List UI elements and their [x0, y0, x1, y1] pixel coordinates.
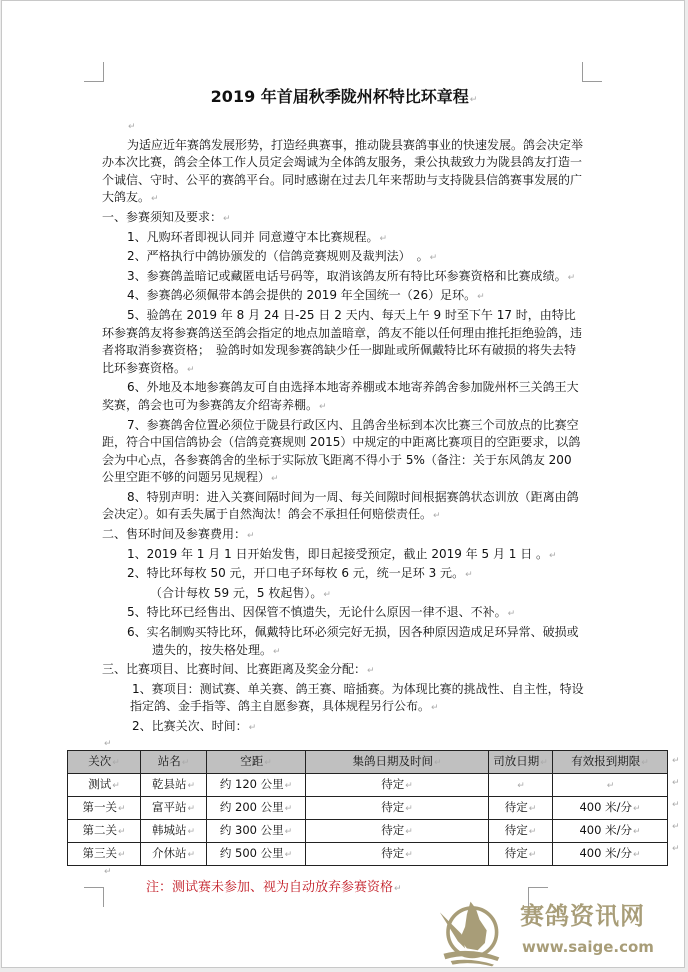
list-item: 1、2019 年 1 月 1 日开始发售，即日起接受预定，截止 2019 年 5 月 1 日 。↵: [127, 546, 557, 561]
paragraph-mark-icon: ↵: [429, 253, 438, 264]
table-row: [68, 842, 668, 865]
schedule-table-block: [67, 738, 687, 866]
list-item: 2、严格执行中鸽协颁发的（信鸽竞赛规则及裁判法） 。↵: [127, 249, 438, 264]
table-cell: 待定↵: [489, 842, 553, 865]
paragraph-mark-icon: ↵: [248, 723, 257, 733]
table-cell: 约 200 公里↵: [207, 796, 306, 819]
paragraph-mark-icon: ↵: [128, 122, 136, 132]
list-item: 3、参赛鸽盖暗记或藏匿电话号码等，取消该鸽友所有特比环参赛资格和比赛成绩。↵: [127, 268, 576, 283]
table-row: [68, 796, 668, 819]
row-end-mark-icon: ↵: [672, 777, 680, 788]
watermark-name: 赛鸽资讯网: [520, 902, 645, 930]
intro-paragraph: 为适应近年赛鸽发展形势，打造经典赛事，推动陇县赛鸽事业的快速发展。鸽会决定举办本次比赛，鸽会全体工作人员定会竭诚为全体鸽友服务，秉公执裁致力为陇县鸽友打造一个诚信、守时、公平的赛鸽平台。同时感谢在过去几年来帮助与支持陇县信鸽赛事发展的广大鸽友。↵: [102, 137, 584, 205]
table-cell: 第一关↵: [68, 796, 141, 819]
table-cell: 400 米/分↵: [553, 819, 668, 842]
paragraph-mark-icon: ↵: [549, 550, 557, 561]
table-cell: 400 米/分↵: [553, 842, 668, 865]
empty-paragraph: [102, 117, 586, 137]
table-cell: ↵: [489, 773, 553, 796]
table-cell: 400 米/分↵: [553, 796, 668, 819]
table-cell: 约 300 公里↵: [207, 819, 306, 842]
list-item: 2、特比环每枚 50 元，开口电子环每枚 6 元，统一足环 3 元。↵: [127, 566, 473, 581]
schedule-table: [67, 750, 668, 866]
table-cell: 待定↵: [306, 842, 489, 865]
paragraph-mark-icon: ↵: [247, 531, 255, 542]
paragraph-mark-icon: ↵: [104, 866, 112, 877]
paragraph-mark-icon: ↵: [477, 292, 485, 303]
pigeon-logo-icon: [432, 898, 518, 970]
list-item: 5、特比环已经售出、因保管不慎遗失，无论什么原因一律不退、不补。↵: [127, 605, 516, 620]
list-item: 8、特别声明：进入关赛间隔时间为一周、每关间隙时间根据赛鸽状态训放（距离由鸽会决定）。如有丢失属于自然淘汰！鸽会不承担任何赔偿责任。↵: [102, 489, 579, 522]
column-header: 关次↵: [68, 750, 141, 773]
table-cell: 第三关↵: [68, 842, 141, 865]
table-cell: 约 500 公里↵: [207, 842, 306, 865]
note-text: 注：测试赛未参加、视为自动放弃参赛资格↵: [146, 879, 402, 895]
paragraph-mark-icon: ↵: [271, 474, 279, 485]
table-cell: 待定↵: [489, 819, 553, 842]
list-item: 4、参赛鸽必须佩带本鸽会提供的 2019 年全国统一（26）足环。↵: [127, 288, 485, 303]
list-item: 5、验鸽在 2019 年 8 月 24 日-25 日 2 天内、每天上午 9 时至下午 17 时，由特比环参赛鸽友将参赛鸽送至鸽会指定的地点加盖暗章，鸽友不能以任何理由推托拒绝验鸽，违者将取消参赛资格； 验鸽时如发现参赛鸽缺少任一脚趾或所佩戴特比环有破损的将失去特比环参赛资格。↵: [102, 307, 583, 375]
list-item: 6、实名制购买特比环，佩戴特比环必须完好无损，因各种原因造成足环异常、破损或遗失的，按失格处理。↵: [127, 625, 579, 657]
list-item: 7、参赛鸽舍位置必须位于陇县行政区内、且鸽舍坐标到本次比赛三个司放点的比赛空距，符合中国信鸽协会（信鸽竞赛规则 2015）中规定的中距离比赛项目的空距要求，以鸽会为中心点，各参赛鸽舍的坐标于实际放飞距离不得小于 5%（备注：关于东风鸽友 200 公里空距不够的问题另见规程）↵: [102, 417, 581, 485]
table-cell: 韩城站↵: [141, 819, 207, 842]
paragraph-mark-icon: ↵: [187, 364, 195, 375]
paragraph-mark-icon: ↵: [223, 213, 231, 224]
table-cell: 乾县站↵: [141, 773, 207, 796]
table-header-row: [68, 750, 668, 773]
section-heading: 三、比赛项目、比赛时间、比赛距离及奖金分配：↵: [102, 662, 375, 677]
list-item: 1、赛项目：测试赛、单关赛、鸽王赛、暗插赛。为体现比赛的挑战性、自主性，特设指定鸽、金手指等、鸽主自愿参赛，具体规程另行公布。↵: [130, 681, 584, 714]
section-heading: 二、售环时间及参赛费用：↵: [102, 527, 255, 542]
list-item: 6、外地及本地参赛鸽友可自由选择本地寄养棚或本地寄养鸽舍参加陇州杯三关鸽王大奖赛，鸽会也可为参赛鸽友介绍寄养棚。↵: [102, 380, 579, 412]
section-heading: 一、参赛须知及要求：↵: [102, 209, 231, 224]
paragraph-mark-icon: ↵: [104, 738, 112, 749]
table-row: [68, 773, 668, 796]
paragraph-mark-icon: ↵: [465, 570, 473, 581]
row-end-mark-icon: ↵: [672, 843, 680, 854]
column-header: 集鸽日期及时间↵: [306, 750, 489, 773]
paragraph-mark-icon: ↵: [323, 589, 331, 600]
paragraph-mark-icon: ↵: [507, 609, 516, 620]
column-header: 空距↵: [207, 750, 306, 773]
column-header: 有效报到期限↵: [553, 750, 668, 773]
paragraph-mark-icon: ↵: [431, 703, 439, 714]
paragraph-mark-icon: ↵: [433, 511, 441, 522]
paragraph-mark-icon: ↵: [379, 233, 387, 244]
watermark-url: www.saige.com: [522, 938, 654, 956]
row-end-mark-icon: ↵: [672, 799, 680, 810]
table-cell: 待定↵: [306, 819, 489, 842]
table-cell: 约 120 公里↵: [207, 773, 306, 796]
watermark-logo: [432, 898, 672, 970]
row-end-mark-icon: ↵: [672, 821, 680, 832]
list-item: （合计每枚 59 元，5 枚起售）。↵: [150, 585, 331, 600]
table-row: [68, 819, 668, 842]
table-cell: 待定↵: [489, 796, 553, 819]
table-cell: 待定↵: [306, 796, 489, 819]
column-header: 站名↵: [141, 750, 207, 773]
document-body: [102, 117, 586, 738]
row-end-mark-icon: ↵: [672, 755, 680, 766]
paragraph-mark-icon: ↵: [367, 666, 375, 677]
column-header: 司放日期↵: [489, 750, 553, 773]
list-item: 2、比赛关次、时间：↵: [132, 719, 257, 733]
paragraph-mark-icon: ↵: [469, 95, 478, 105]
table-cell: 第二关↵: [68, 819, 141, 842]
table-cell: 测试↵: [68, 773, 141, 796]
table-cell: 富平站↵: [141, 796, 207, 819]
table-cell: 待定↵: [306, 773, 489, 796]
document-title: 2019 年首届秋季陇州杯特比环章程↵: [210, 87, 478, 106]
paragraph-mark-icon: ↵: [319, 401, 327, 412]
paragraph-mark-icon: ↵: [394, 883, 402, 894]
table-cell: 介休站↵: [141, 842, 207, 865]
paragraph-mark-icon: ↵: [567, 272, 576, 283]
list-item: 1、凡购环者即视认同并 同意遵守本比赛规程。↵: [127, 229, 387, 244]
table-cell: ↵: [553, 773, 668, 796]
paragraph-mark-icon: ↵: [273, 646, 281, 657]
paragraph-mark-icon: ↵: [151, 194, 159, 205]
